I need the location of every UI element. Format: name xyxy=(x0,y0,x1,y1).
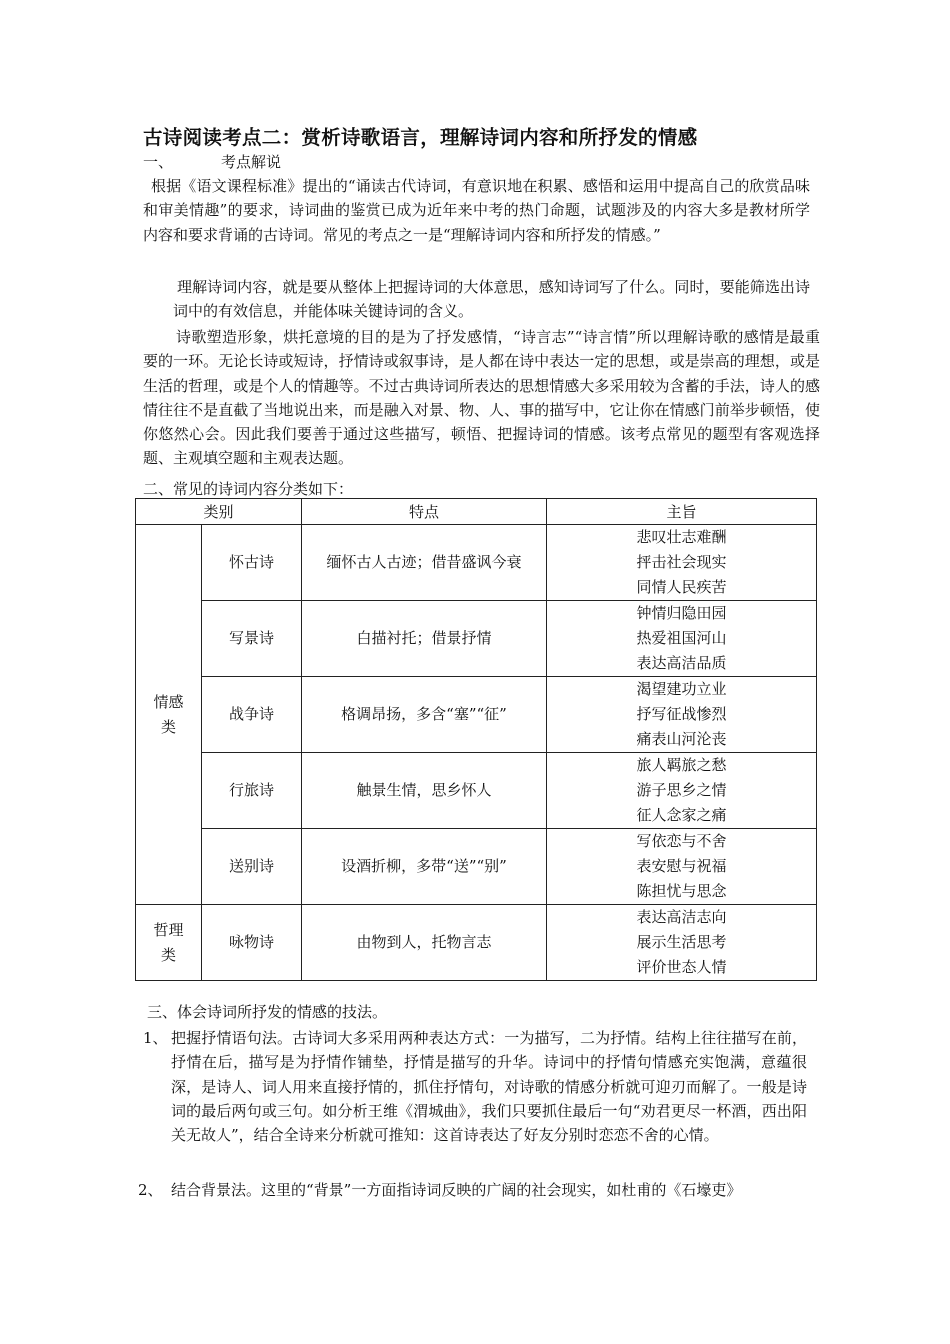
aim-item: 表安慰与祝福 xyxy=(636,857,727,875)
paragraph-1: 根据《语文课程标准》提出的“诵读古代诗词，有意识地在积累、感悟和运用中提高自己的欣赏品味和审美情趣”的要求，诗词曲的鉴赏已成为近年来中考的热门命题，试题涉及的内容大多是教材所学内容和要求背诵的古诗词。常见的考点之一是“理解诗词内容和所抒发的情感。” xyxy=(143,177,810,244)
aim-cell xyxy=(547,525,817,601)
aim-item: 写依恋与不舍 xyxy=(636,832,727,850)
table-row xyxy=(136,753,817,829)
aim-item: 陈担忧与思念 xyxy=(636,882,727,900)
aim-item: 热爱祖国河山 xyxy=(636,629,727,647)
section-1-heading xyxy=(143,151,281,172)
type-cell: 送别诗 xyxy=(202,829,302,905)
feature-cell: 由物到人，托物言志 xyxy=(302,905,547,981)
paragraph-3: 诗歌塑造形象，烘托意境的目的是为了抒发感情，“诗言志”“诗言情”所以理解诗歌的感情是最重要的一环。无论长诗或短诗，抒情诗或叙事诗，是人都在诗中表达一定的思想，或是崇高的理想，或是生活的哲理，或是个人的情趣等。不过古典诗词所表达的思想情感大多采用较为含蓄的手法，诗人的感情往往不是直截了当地说出来，而是融入对景、物、人、事的描写中，它让你在情感门前举步顿悟，使你悠然心会。因此我们要善于通过这些描写，顿悟、把握诗词的情感。该考点常见的题型有客观选择题、主观填空题和主观表达题。 xyxy=(143,328,820,468)
paragraph-2: 理解诗词内容，就是要从整体上把握诗词的大体意思，感知诗词写了什么。同时，要能筛选出诗词中的有效信息，并能体味关键诗词的含义。 xyxy=(173,278,810,321)
feature-cell: 白描衬托；借景抒情 xyxy=(302,601,547,677)
section-1-label: 考点解说 xyxy=(221,153,282,171)
category-cell xyxy=(136,525,202,905)
table-row xyxy=(136,601,817,677)
table-row xyxy=(136,677,817,753)
feature-cell: 格调昂扬，多含“塞”“征” xyxy=(302,677,547,753)
aim-cell xyxy=(547,905,817,981)
technique-number: 1、 xyxy=(143,1029,168,1047)
aim-cell xyxy=(547,753,817,829)
aim-item: 评价世态人情 xyxy=(636,958,727,976)
technique-text: 把握抒情语句法。古诗词大多采用两种表达方式：一为描写，二为抒情。结构上往往描写在前，抒情在后，描写是为抒情作铺垫，抒情是描写的升华。诗词中的抒情句情感充实饱满，意蕴很深，是诗人、词人用来直接抒情的，抓住抒情句，对诗歌的情感分析就可迎刃而解了。一般是诗词的最后两句或三句。如分析王维《渭城曲》，我们只要抓住最后一句“劝君更尽一杯酒，西出阳关无故人”，结合全诗来分析就可推知：这首诗表达了好友分别时恋恋不舍的心情。 xyxy=(171,1029,807,1145)
feature-cell: 设酒折柳，多带“送”“别” xyxy=(302,829,547,905)
section-1-number: 一、 xyxy=(143,153,174,171)
aim-item: 征人念家之痛 xyxy=(636,806,727,824)
aim-item: 展示生活思考 xyxy=(636,933,727,951)
technique-text: 结合背景法。这里的“背景”一方面指诗词反映的广阔的社会现实，如杜甫的《石壕吏》 xyxy=(171,1181,742,1199)
type-cell: 行旅诗 xyxy=(202,753,302,829)
type-cell: 战争诗 xyxy=(202,677,302,753)
aim-cell xyxy=(547,601,817,677)
table-row xyxy=(136,829,817,905)
category-label: 哲理类 xyxy=(153,920,184,964)
header-category: 类别 xyxy=(136,499,302,525)
aim-item: 抨击社会现实 xyxy=(636,553,727,571)
aim-item: 痛表山河沦丧 xyxy=(636,730,727,748)
table-row xyxy=(136,905,817,981)
aim-item: 表达高洁品质 xyxy=(636,654,727,672)
technique-item-2 xyxy=(138,1178,811,1202)
type-cell: 咏物诗 xyxy=(202,905,302,981)
aim-item: 游子思乡之情 xyxy=(636,781,727,799)
technique-number: 2、 xyxy=(138,1181,163,1199)
header-aim: 主旨 xyxy=(547,499,817,525)
type-cell: 写景诗 xyxy=(202,601,302,677)
aim-item: 渴望建功立业 xyxy=(636,680,727,698)
table-row xyxy=(136,525,817,601)
aim-item: 表达高洁志向 xyxy=(636,908,727,926)
aim-cell xyxy=(547,677,817,753)
aim-item: 悲叹壮志难酬 xyxy=(636,528,727,546)
technique-item-1 xyxy=(143,1026,807,1147)
feature-cell: 触景生情，思乡怀人 xyxy=(302,753,547,829)
header-feature: 特点 xyxy=(302,499,547,525)
section-2-heading: 二、常见的诗词内容分类如下： xyxy=(143,480,354,498)
poem-classification-table xyxy=(135,498,817,981)
category-label: 情感类 xyxy=(153,692,184,736)
aim-item: 钟情归隐田园 xyxy=(636,604,727,622)
section-3-heading: 三、体会诗词所抒发的情感的技法。 xyxy=(147,1003,388,1021)
aim-cell xyxy=(547,829,817,905)
category-cell xyxy=(136,905,202,981)
aim-item: 旅人羁旅之愁 xyxy=(636,756,727,774)
aim-item: 抒写征战惨烈 xyxy=(636,705,727,723)
type-cell: 怀古诗 xyxy=(202,525,302,601)
aim-item: 同情人民疾苦 xyxy=(636,578,727,596)
table-header-row xyxy=(136,499,817,525)
document-title: 古诗阅读考点二：赏析诗歌语言，理解诗词内容和所抒发的情感 xyxy=(143,126,698,149)
feature-cell: 缅怀古人古迹；借昔盛讽今衰 xyxy=(302,525,547,601)
